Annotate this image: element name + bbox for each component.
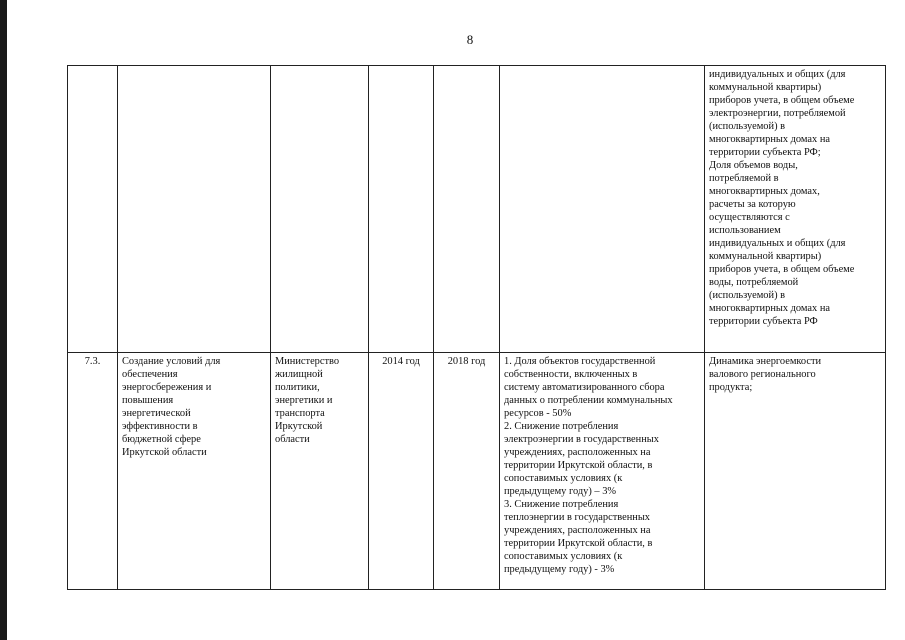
text-line: 1. Доля объектов государственной <box>504 356 656 367</box>
end-year: 2018 год <box>447 356 486 367</box>
text-line: предыдущему году) - 3% <box>504 564 615 575</box>
text-line: приборов учета, в общем объеме <box>709 95 855 106</box>
text-line: транспорта <box>275 408 325 419</box>
text-line: (используемой) в <box>709 290 786 301</box>
row-number: 7.3. <box>84 356 101 367</box>
text-line: валового регионального <box>709 369 816 380</box>
text-line: приборов учета, в общем объеме <box>709 264 855 275</box>
text-line: учреждениях, расположенных на <box>504 447 651 458</box>
scan-edge <box>0 0 7 640</box>
cell-name <box>118 66 271 353</box>
text-line: политики, <box>275 382 320 393</box>
text-line: бюджетной сфере <box>122 434 201 445</box>
text-line: Иркутской <box>275 421 323 432</box>
text-line: эффективности в <box>122 421 198 432</box>
text-line: сопоставимых условиях (к <box>504 473 623 484</box>
cell-indicators <box>705 66 886 353</box>
cell-executor <box>271 66 369 353</box>
text-line: территории Иркутской области, в <box>504 460 653 471</box>
cell-indicators <box>705 353 886 590</box>
text-line: индивидуальных и общих (для <box>709 238 846 249</box>
text-line: теплоэнергии в государственных <box>504 512 651 523</box>
cell-start <box>369 353 434 590</box>
text-line: многоквартирных домах на <box>709 134 831 145</box>
text-line: территории субъекта РФ; <box>709 147 821 158</box>
cell-start <box>369 66 434 353</box>
text-line: Иркутской области <box>122 447 207 458</box>
text-line: сопоставимых условиях (к <box>504 551 623 562</box>
page-number: 8 <box>466 32 474 47</box>
text-line: потребляемой в <box>709 173 779 184</box>
text-line: 2. Снижение потребления <box>504 421 619 432</box>
text-line: коммунальной квартиры) <box>709 251 822 262</box>
text-line: воды, потребляемой <box>709 277 799 288</box>
text-line: энергосбережения и <box>122 382 212 393</box>
text-line: продукта; <box>709 382 753 393</box>
text-line: энергетики и <box>275 395 333 406</box>
text-line: ресурсов - 50% <box>504 408 572 419</box>
cell-executor <box>271 353 369 590</box>
text-line: электроэнергии, потребляемой <box>709 108 846 119</box>
text-line: систему автоматизированного сбора <box>504 382 665 393</box>
text-line: жилищной <box>275 369 323 380</box>
text-line: обеспечения <box>122 369 178 380</box>
text-line: электроэнергии в государственных <box>504 434 659 445</box>
text-line: использованием <box>709 225 781 236</box>
text-line: повышения <box>122 395 174 406</box>
text-line: осуществляются с <box>709 212 790 223</box>
text-line: собственности, включенных в <box>504 369 638 380</box>
text-line: энергетической <box>122 408 191 419</box>
text-line: Создание условий для <box>122 356 221 367</box>
text-line: территории Иркутской области, в <box>504 538 653 549</box>
cell-results <box>500 353 705 590</box>
cell-number <box>68 353 118 590</box>
table-row <box>68 66 886 353</box>
text-line: Динамика энергоемкости <box>709 356 822 367</box>
text-line: многоквартирных домах на <box>709 303 831 314</box>
text-line: Министерство <box>275 356 340 367</box>
text-line: индивидуальных и общих (для <box>709 69 846 80</box>
text-line: данных о потреблении коммунальных <box>504 395 673 406</box>
cell-end <box>434 66 500 353</box>
text-line: области <box>275 434 310 445</box>
text-line: предыдущему году) – 3% <box>504 486 617 497</box>
cell-end <box>434 353 500 590</box>
text-line: Доля объемов воды, <box>709 160 798 171</box>
cell-number <box>68 66 118 353</box>
table-row <box>68 353 886 590</box>
text-line: 3. Снижение потребления <box>504 499 619 510</box>
text-line: коммунальной квартиры) <box>709 82 822 93</box>
cell-results <box>500 66 705 353</box>
text-line: многоквартирных домах, <box>709 186 820 197</box>
text-line: (используемой) в <box>709 121 786 132</box>
text-line: территории субъекта РФ <box>709 316 818 327</box>
text-line: расчеты за которую <box>709 199 796 210</box>
cell-name <box>118 353 271 590</box>
text-line: учреждениях, расположенных на <box>504 525 651 536</box>
start-year: 2014 год <box>382 356 420 367</box>
measures-table <box>67 65 886 590</box>
